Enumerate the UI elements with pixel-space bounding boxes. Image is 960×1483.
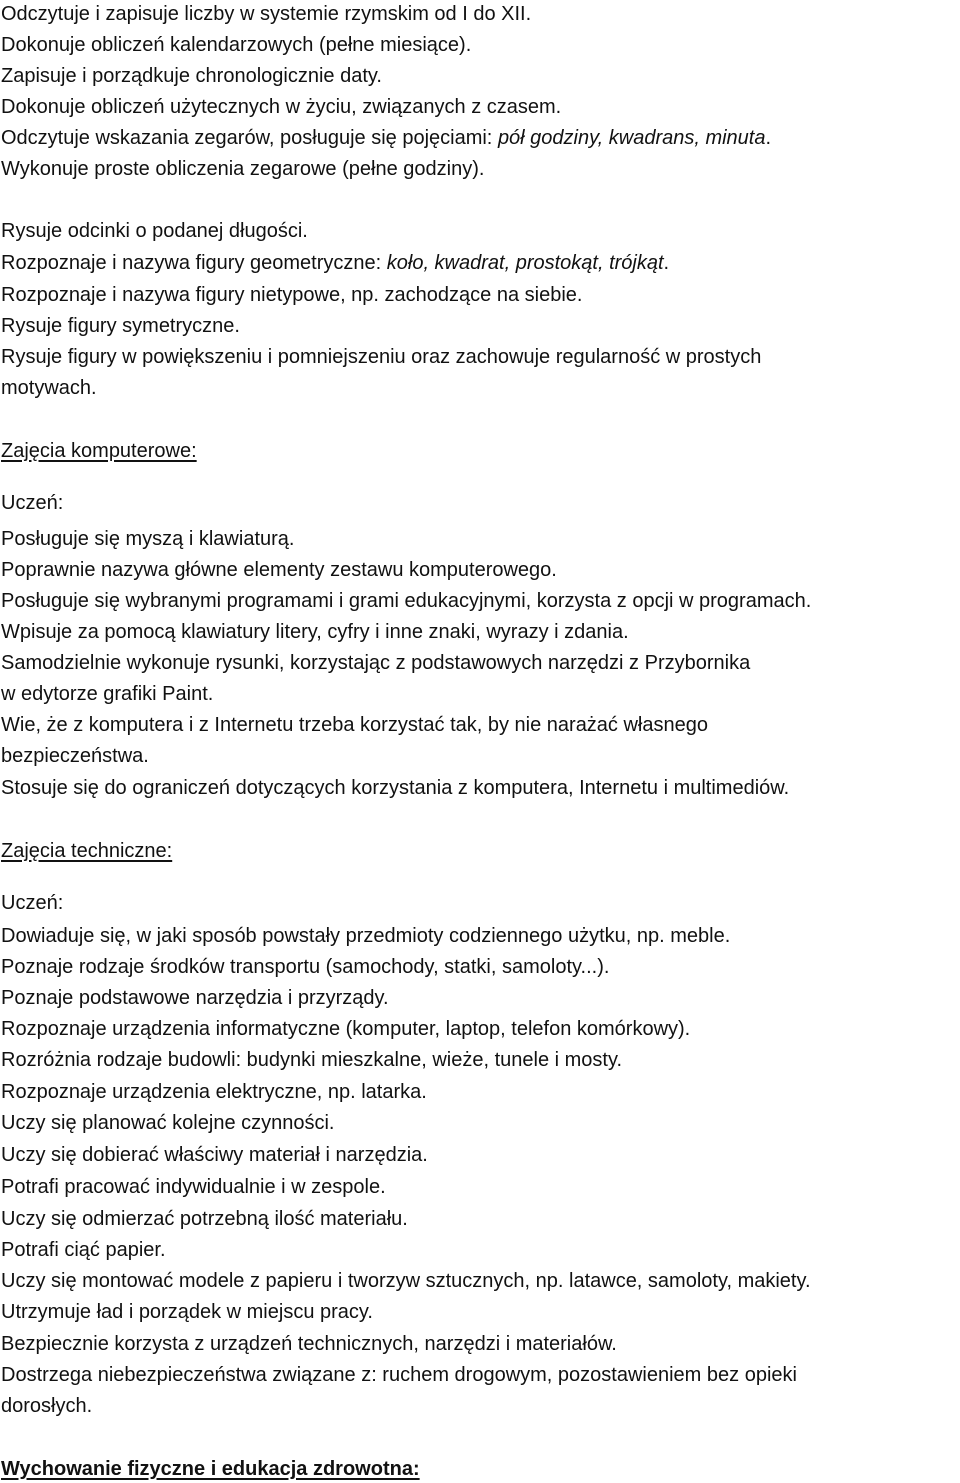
pupil-label: Uczeń:	[1, 492, 64, 514]
text-line: Dokonuje obliczeń użytecznych w życiu, związanych z czasem.	[1, 96, 562, 118]
text-line: Rysuje odcinki o podanej długości.	[1, 220, 308, 242]
text-segment: .	[663, 252, 670, 274]
italic-terms: pół godziny, kwadrans, minuta	[497, 127, 766, 149]
text-line: Dokonuje obliczeń kalendarzowych (pełne miesiące).	[1, 34, 472, 56]
text-line: Poprawnie nazywa główne elementy zestawu komputerowego.	[1, 559, 557, 581]
text-line: Wykonuje proste obliczenia zegarowe (pełne godziny).	[1, 158, 485, 180]
text-line: Poznaje rodzaje środków transportu (samochody, statki, samoloty...).	[1, 956, 610, 978]
text-line: Samodzielnie wykonuje rysunki, korzystając z podstawowych narzędzi z Przybornika	[1, 652, 751, 674]
text-line-figures	[1, 249, 669, 277]
text-line: Odczytuje i zapisuje liczby w systemie rzymskim od I do XII.	[1, 3, 532, 25]
text-segment: .	[765, 127, 772, 149]
text-line: Rozpoznaje urządzenia elektryczne, np. latarka.	[1, 1081, 427, 1103]
section-heading-pe: Wychowanie fizyczne i edukacja zdrowotna:	[1, 1458, 420, 1480]
text-line-clock	[1, 124, 771, 152]
text-line: Bezpiecznie korzysta z urządzeń technicznych, narzędzi i materiałów.	[1, 1333, 617, 1355]
section-heading-computer: Zajęcia komputerowe:	[1, 440, 197, 462]
text-line: Posługuje się myszą i klawiaturą.	[1, 528, 295, 550]
pupil-label: Uczeń:	[1, 892, 64, 914]
text-segment: Rozpoznaje i nazywa figury geometryczne:	[1, 252, 387, 274]
text-line: Rysuje figury symetryczne.	[1, 315, 240, 337]
text-line: Rozpoznaje i nazywa figury nietypowe, np. zachodzące na siebie.	[1, 284, 583, 306]
italic-terms: koło, kwadrat, prostokąt, trójkąt	[386, 252, 664, 274]
text-line: Poznaje podstawowe narzędzia i przyrządy.	[1, 987, 389, 1009]
text-line: Stosuje się do ograniczeń dotyczących korzystania z komputera, Internetu i multimediów.	[1, 777, 790, 799]
text-line: Wpisuje za pomocą klawiatury litery, cyfry i inne znaki, wyrazy i zdania.	[1, 621, 629, 643]
text-line: motywach.	[1, 377, 97, 399]
text-line: Potrafi pracować indywidualnie i w zespole.	[1, 1176, 386, 1198]
text-line: Rozróżnia rodzaje budowli: budynki mieszkalne, wieże, tunele i mosty.	[1, 1049, 623, 1071]
text-segment: Odczytuje wskazania zegarów, posługuje się pojęciami:	[1, 127, 498, 149]
text-line: Zapisuje i porządkuje chronologicznie daty.	[1, 65, 382, 87]
text-line: Uczy się planować kolejne czynności.	[1, 1112, 335, 1134]
text-line: dorosłych.	[1, 1395, 93, 1417]
text-line: Uczy się odmierzać potrzebną ilość materiału.	[1, 1208, 408, 1230]
text-line: Rozpoznaje urządzenia informatyczne (komputer, laptop, telefon komórkowy).	[1, 1018, 691, 1040]
text-line: Potrafi ciąć papier.	[1, 1239, 166, 1261]
text-line: Uczy się montować modele z papieru i tworzyw sztucznych, np. latawce, samoloty, makiety.	[1, 1270, 811, 1292]
text-line: Utrzymuje ład i porządek w miejscu pracy.	[1, 1301, 373, 1323]
text-line: w edytorze grafiki Paint.	[1, 683, 214, 705]
text-line: Uczy się dobierać właściwy materiał i narzędzia.	[1, 1144, 428, 1166]
text-line: Dostrzega niebezpieczeństwa związane z: ruchem drogowym, pozostawieniem bez opieki	[1, 1364, 797, 1386]
text-line: Wie, że z komputera i z Internetu trzeba korzystać tak, by nie narażać własnego	[1, 714, 708, 736]
text-line: Posługuje się wybranymi programami i grami edukacyjnymi, korzysta z opcji w programach.	[1, 590, 812, 612]
section-heading-technical: Zajęcia techniczne:	[1, 840, 173, 862]
text-line: Rysuje figury w powiększeniu i pomniejszeniu oraz zachowuje regularność w prostych	[1, 346, 762, 368]
text-line: Dowiaduje się, w jaki sposób powstały przedmioty codziennego użytku, np. meble.	[1, 925, 731, 947]
text-line: bezpieczeństwa.	[1, 745, 149, 767]
